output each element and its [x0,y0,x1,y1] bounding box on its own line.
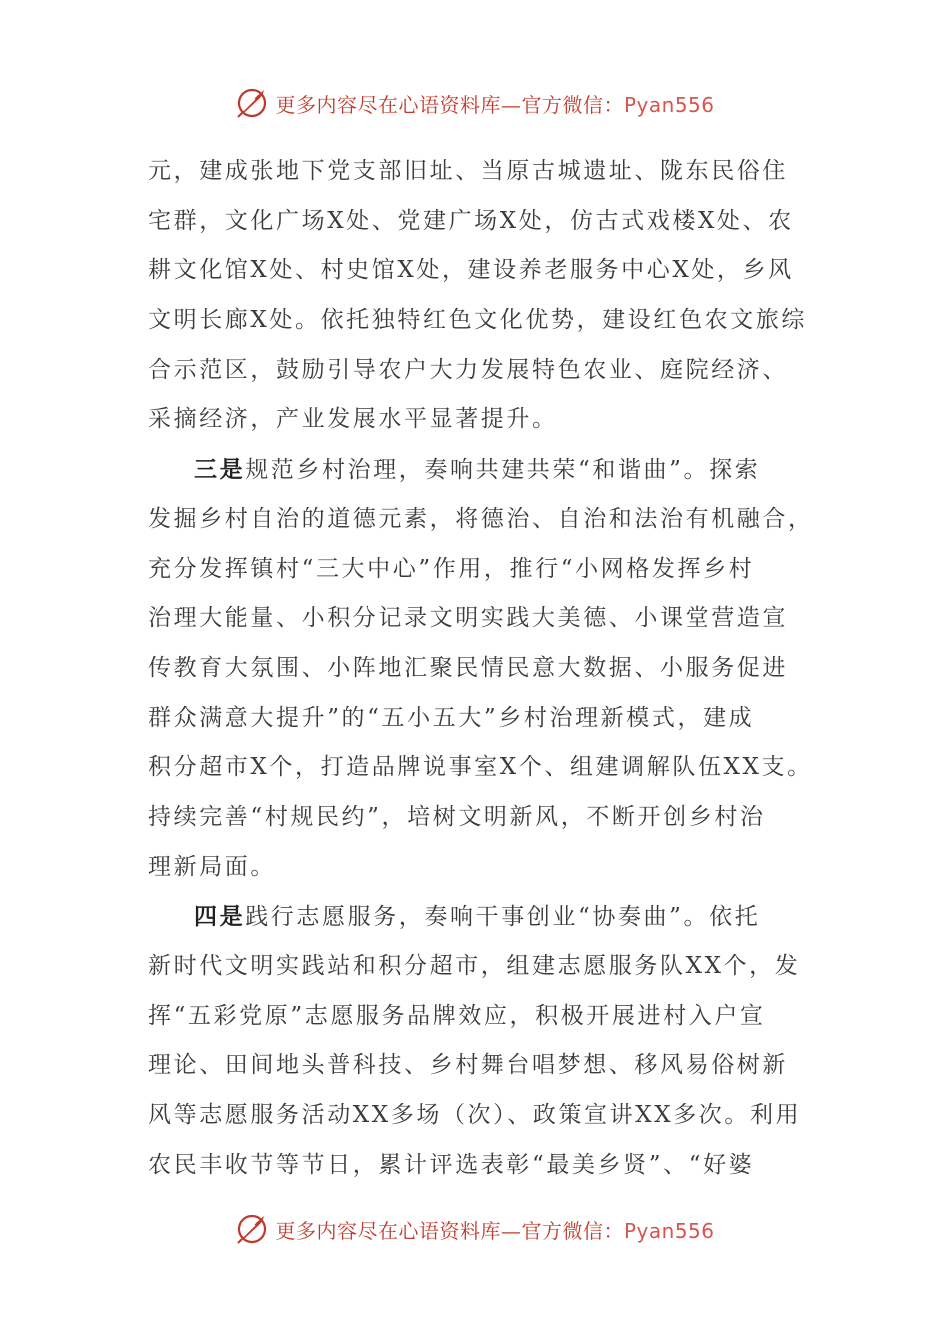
watermark-main: 更多内容尽在心语资料库 [275,1218,501,1243]
text-line: 挥“五彩党原”志愿服务品牌效应，积极开展进村入户宣 [148,1002,766,1029]
text-line: 农民丰收节等节日，累计评选表彰“最美乡贤”、“好婆 [148,1151,755,1178]
text-line: 元，建成张地下党支部旧址、当原古城遗址、陇东民俗住 [148,158,788,184]
text-span: 践行志愿服务，奏响干事创业“协奏曲”。依托 [245,904,761,931]
header-watermark [0,86,950,120]
watermark-wechat-id: Pyan556 [623,1218,715,1243]
text-line: 传教育大氛围、小阵地汇聚民情民意大数据、小服务促进 [148,654,788,681]
paragraph-3 [148,892,808,1190]
text-line: 采摘经济，产业发展水平显著提升。 [148,406,558,433]
paragraph-lead: 三是 [194,456,246,484]
watermark-main: 更多内容尽在心语资料库 [275,92,501,117]
paragraph-2 [148,445,814,892]
text-line: 积分超市X个，打造品牌说事室X个、组建调解队伍XX支。 [148,754,813,781]
text-line: 宅群，文化广场X处、党建广场X处，仿古式戏楼X处、农 [148,207,794,234]
watermark-text [275,89,714,118]
text-line: 群众满意大提升”的“五小五大”乡村治理新模式，建成 [148,704,755,731]
quill-pen-logo-icon [235,86,269,120]
paragraph-1 [148,147,808,445]
watermark-text [275,1215,714,1244]
text-line: 文明长廊X处。依托独特红色文化优势，建设红色农文旅综 [148,307,807,334]
text-line: 理论、田间地头普科技、乡村舞台唱梦想、移风易俗树新 [148,1052,788,1079]
text-line: 充分发挥镇村“三大中心”作用，推行“小网格发挥乡村 [148,555,755,582]
text-line: 理新局面。 [148,853,276,880]
quill-pen-logo-icon [235,1212,269,1246]
watermark-wechat-label: 官方微信： [521,1218,624,1243]
paragraph-first-line [148,445,808,495]
text-line: 发掘乡村自治的道德元素，将德治、自治和法治有机融合， [148,505,814,532]
paragraph-lead: 四是 [194,903,246,931]
text-line: 新时代文明实践站和积分超市，组建志愿服务队XX个，发 [148,953,801,979]
text-span: 规范乡村治理，奏响共建共荣“和谐曲”。探索 [245,457,761,484]
document-body [148,147,814,1190]
paragraph-first-line [148,892,808,942]
watermark-dash: — [500,92,522,117]
text-line: 风等志愿服务活动XX多场（次）、政策宣讲XX多次。利用 [148,1102,802,1129]
footer-watermark [0,1212,950,1246]
watermark-dash: — [500,1218,522,1243]
watermark-wechat-id: Pyan556 [623,92,715,117]
text-line: 持续完善“村规民约”，培树文明新风，不断开创乡村治 [148,803,766,830]
watermark-wechat-label: 官方微信： [521,92,624,117]
text-line: 治理大能量、小积分记录文明实践大美德、小课堂营造宣 [148,605,788,632]
text-line: 合示范区，鼓励引导农户大力发展特色农业、庭院经济、 [148,356,788,383]
text-line: 耕文化馆X处、村史馆X处，建设养老服务中心X处，乡风 [148,257,794,284]
